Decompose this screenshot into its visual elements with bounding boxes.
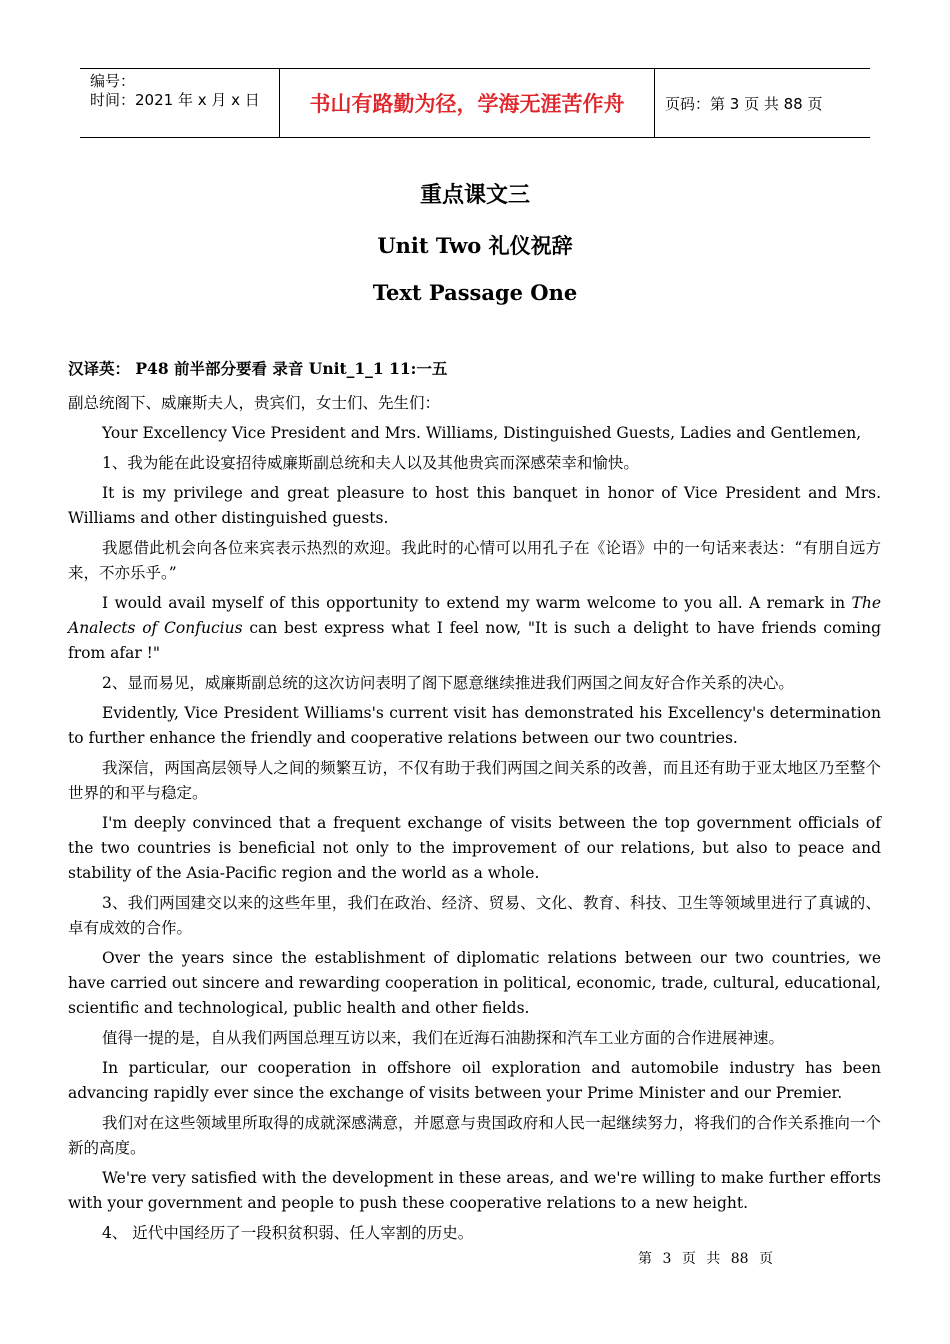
header-time: 时间：2021 年 x 月 x 日: [90, 91, 260, 109]
unit-title: Unit Two 礼仪祝辞: [377, 233, 573, 258]
header-page: 页码：第 3 页 共 88 页: [665, 94, 823, 113]
salutation-cn: 副总统阁下、威廉斯夫人，贵宾们，女士们、先生们：: [68, 394, 441, 412]
header-code: 编号：: [90, 72, 136, 90]
book-title: The Analects of Confucius: [68, 594, 881, 637]
study-note: 汉译英： P48 前半部分要看 录音 Unit_1_1 11:一五: [68, 359, 448, 378]
paragraph-cn: 我愿借此机会向各位来宾表示热烈的欢迎。我此时的心情可以用孔子在《论语》中的一句话来表达：“有朋自远方来，不亦乐乎。”: [68, 539, 881, 582]
paragraph-en: [68, 591, 881, 666]
paragraph-cn: 我们对在这些领域里所取得的成就深感满意，并愿意与贵国政府和人民一起继续努力，将我们的合作关系推向一个新的高度。: [68, 1114, 881, 1157]
paragraph-en: In particular, our cooperation in offshore oil exploration and automobile industry has been advancing rapidly ever since the exchange of visits between your Prime Minister and our Premier.: [68, 1059, 881, 1102]
document-body: [68, 356, 881, 1251]
paragraph-cn: 我深信，两国高层领导人之间的频繁互访，不仅有助于我们两国之间关系的改善，而且还有助于亚太地区乃至整个世界的和平与稳定。: [68, 759, 881, 802]
paragraph-cn: 1、我为能在此设宴招待威廉斯副总统和夫人以及其他贵宾而深感荣幸和愉快。: [102, 454, 639, 472]
paragraph-cn: 2、显而易见，威廉斯副总统的这次访问表明了阁下愿意继续推进我们两国之间友好合作关系的决心。: [102, 674, 794, 692]
footer-word: 共: [706, 1251, 721, 1267]
salutation-en: Your Excellency Vice President and Mrs. Williams, Distinguished Guests, Ladies and Gentlemen,: [102, 424, 862, 442]
text-span: I would avail myself of this opportunity to extend my warm welcome to you all. A remark in: [102, 594, 852, 612]
header-motto: 书山有路勤为径，学海无涯苦作舟: [280, 69, 655, 137]
paragraph-cn: 3、我们两国建交以来的这些年里，我们在政治、经济、贸易、文化、教育、科技、卫生等领域里进行了真诚的、卓有成效的合作。: [68, 894, 881, 937]
footer-page-number: 3: [662, 1251, 672, 1267]
paragraph-cn: 4、 近代中国经历了一段积贫积弱、任人宰割的历史。: [102, 1224, 474, 1242]
paragraph-en: I'm deeply convinced that a frequent exchange of visits between the top government officials of the two countries is beneficial not only to the improvement of our relations, but also to peace and stability of the Asia-Pacific region and the world as a whole.: [68, 814, 881, 882]
footer-word: 页: [681, 1251, 696, 1267]
header-meta: [80, 69, 280, 137]
paragraph-en: Over the years since the establishment of diplomatic relations between our two countries, we have carried out sincere and rewarding cooperation in political, economic, trade, cultural, educational, scientific and technological, public health and other fields.: [68, 949, 881, 1017]
text-span: can best express what I feel now, "It is such a delight to have friends coming from afar !": [68, 619, 881, 662]
footer-word: 页: [759, 1251, 774, 1267]
footer-total-pages: 88: [730, 1251, 749, 1267]
paragraph-cn: 值得一提的是，自从我们两国总理互访以来，我们在近海石油勘探和汽车工业方面的合作进展神速。: [102, 1029, 785, 1047]
paragraph-en: We're very satisfied with the development in these areas, and we're willing to make further efforts with your government and people to push these cooperative relations to a new height.: [68, 1169, 881, 1212]
passage-title: Text Passage One: [372, 280, 578, 305]
paragraph-en: It is my privilege and great pleasure to host this banquet in honor of Vice President and Mrs. Williams and other distinguished guests.: [68, 484, 881, 527]
page-footer: [638, 1248, 779, 1268]
main-title: 重点课文三: [419, 182, 530, 208]
paragraph-en: Evidently, Vice President Williams's current visit has demonstrated his Excellency's determination to further enhance the friendly and cooperative relations between our two countries.: [68, 704, 881, 747]
footer-word: 第: [638, 1251, 652, 1267]
page-header: [80, 68, 870, 138]
